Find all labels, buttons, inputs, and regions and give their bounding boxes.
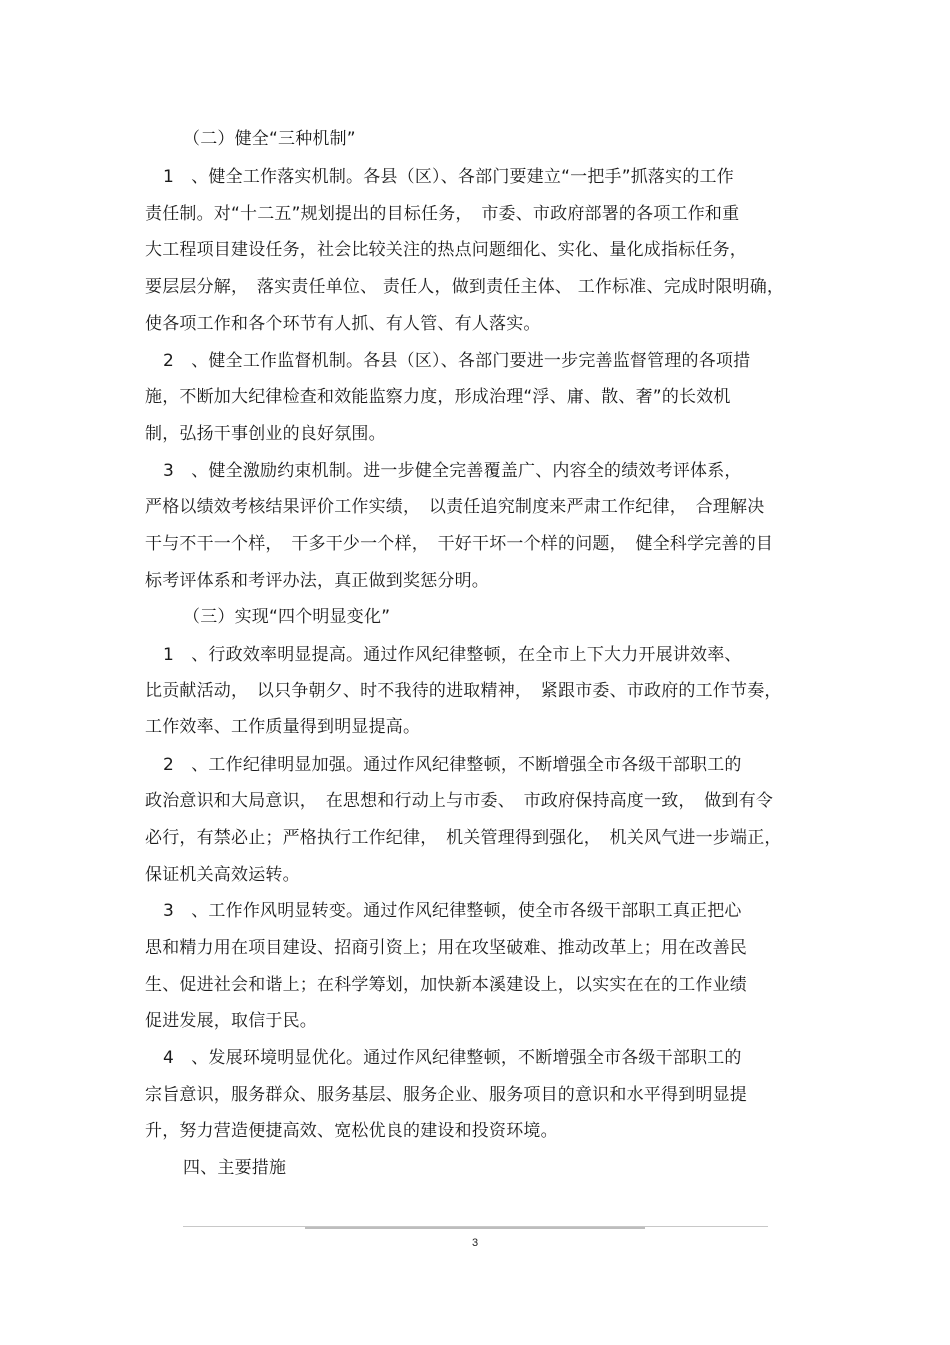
paragraph-line: 要层层分解， 落实责任单位、 责任人，做到责任主体、 工作标准、完成时限明确， [145, 277, 785, 297]
paragraph-line: 大工程项目建设任务，社会比较关注的热点问题细化、实化、量化成指标任务， [145, 240, 747, 260]
paragraph-line: 干与不干一个样， 干多干少一个样， 干好干坏一个样的问题， 健全科学完善的目 [145, 534, 774, 554]
paragraph-line: 1 、行政效率明显提高。通过作风纪律整顿，在全市上下大力开展讲效率、 [163, 645, 742, 665]
paragraph-line: 思和精力用在项目建设、招商引资上；用在攻坚破难、推动改革上；用在改善民 [145, 938, 747, 958]
paragraph-line: 2 、健全工作监督机制。各县（区）、各部门要进一步完善监督管理的各项措 [163, 351, 751, 371]
section-heading: （二）健全“三种机制” [183, 129, 356, 149]
page-number: 3 [471, 1237, 479, 1249]
paragraph-line: 3 、健全激励约束机制。进一步健全完善覆盖广、内容全的绩效考评体系， [163, 461, 742, 481]
section-heading: （三）实现“四个明显变化” [183, 607, 391, 627]
paragraph-line: 保证机关高效运转。 [145, 865, 300, 885]
paragraph-line: 标考评体系和考评办法，真正做到奖惩分明。 [145, 571, 489, 591]
paragraph-line: 宗旨意识，服务群众、服务基层、服务企业、服务项目的意识和水平得到明显提 [145, 1085, 747, 1105]
paragraph-line: 2 、工作纪律明显加强。通过作风纪律整顿，不断增强全市各级干部职工的 [163, 755, 742, 775]
paragraph-line: 使各项工作和各个环节有人抓、有人管、有人落实。 [145, 314, 541, 334]
paragraph-line: 责任制。对“十二五”规划提出的目标任务， 市委、市政府部署的各项工作和重 [145, 204, 740, 224]
paragraph-line: 施，不断加大纪律检查和效能监察力度，形成治理“浮、庸、散、奢”的长效机 [145, 387, 731, 407]
paragraph-line: 1 、健全工作落实机制。各县（区）、各部门要建立“一把手”抓落实的工作 [163, 167, 734, 187]
paragraph-line: 工作效率、工作质量得到明显提高。 [145, 717, 421, 737]
paragraph-line: 政治意识和大局意识， 在思想和行动上与市委、 市政府保持高度一致， 做到有令 [145, 791, 774, 811]
paragraph-line: 4 、发展环境明显优化。通过作风纪律整顿，不断增强全市各级干部职工的 [163, 1048, 742, 1068]
paragraph-line: 生、促进社会和谐上；在科学筹划，加快新本溪建设上，以实实在在的工作业绩 [145, 975, 747, 995]
paragraph-line: 严格以绩效考核结果评价工作实绩， 以责任追究制度来严肃工作纪律， 合理解决 [145, 497, 765, 517]
paragraph-line: 比贡献活动， 以只争朝夕、时不我待的进取精神， 紧跟市委、市政府的工作节奏， [145, 681, 782, 701]
paragraph-line: 升，努力营造便捷高效、宽松优良的建设和投资环境。 [145, 1121, 558, 1141]
paragraph-line: 必行，有禁必止；严格执行工作纪律， 机关管理得到强化， 机关风气进一步端正， [145, 828, 782, 848]
section-heading: 四、主要措施 [183, 1158, 287, 1178]
paragraph-line: 制，弘扬干事创业的良好氛围。 [145, 424, 386, 444]
footer-divider-accent [305, 1227, 645, 1229]
paragraph-line: 3 、工作作风明显转变。通过作风纪律整顿，使全市各级干部职工真正把心 [163, 901, 742, 921]
paragraph-line: 促进发展，取信于民。 [145, 1011, 317, 1031]
